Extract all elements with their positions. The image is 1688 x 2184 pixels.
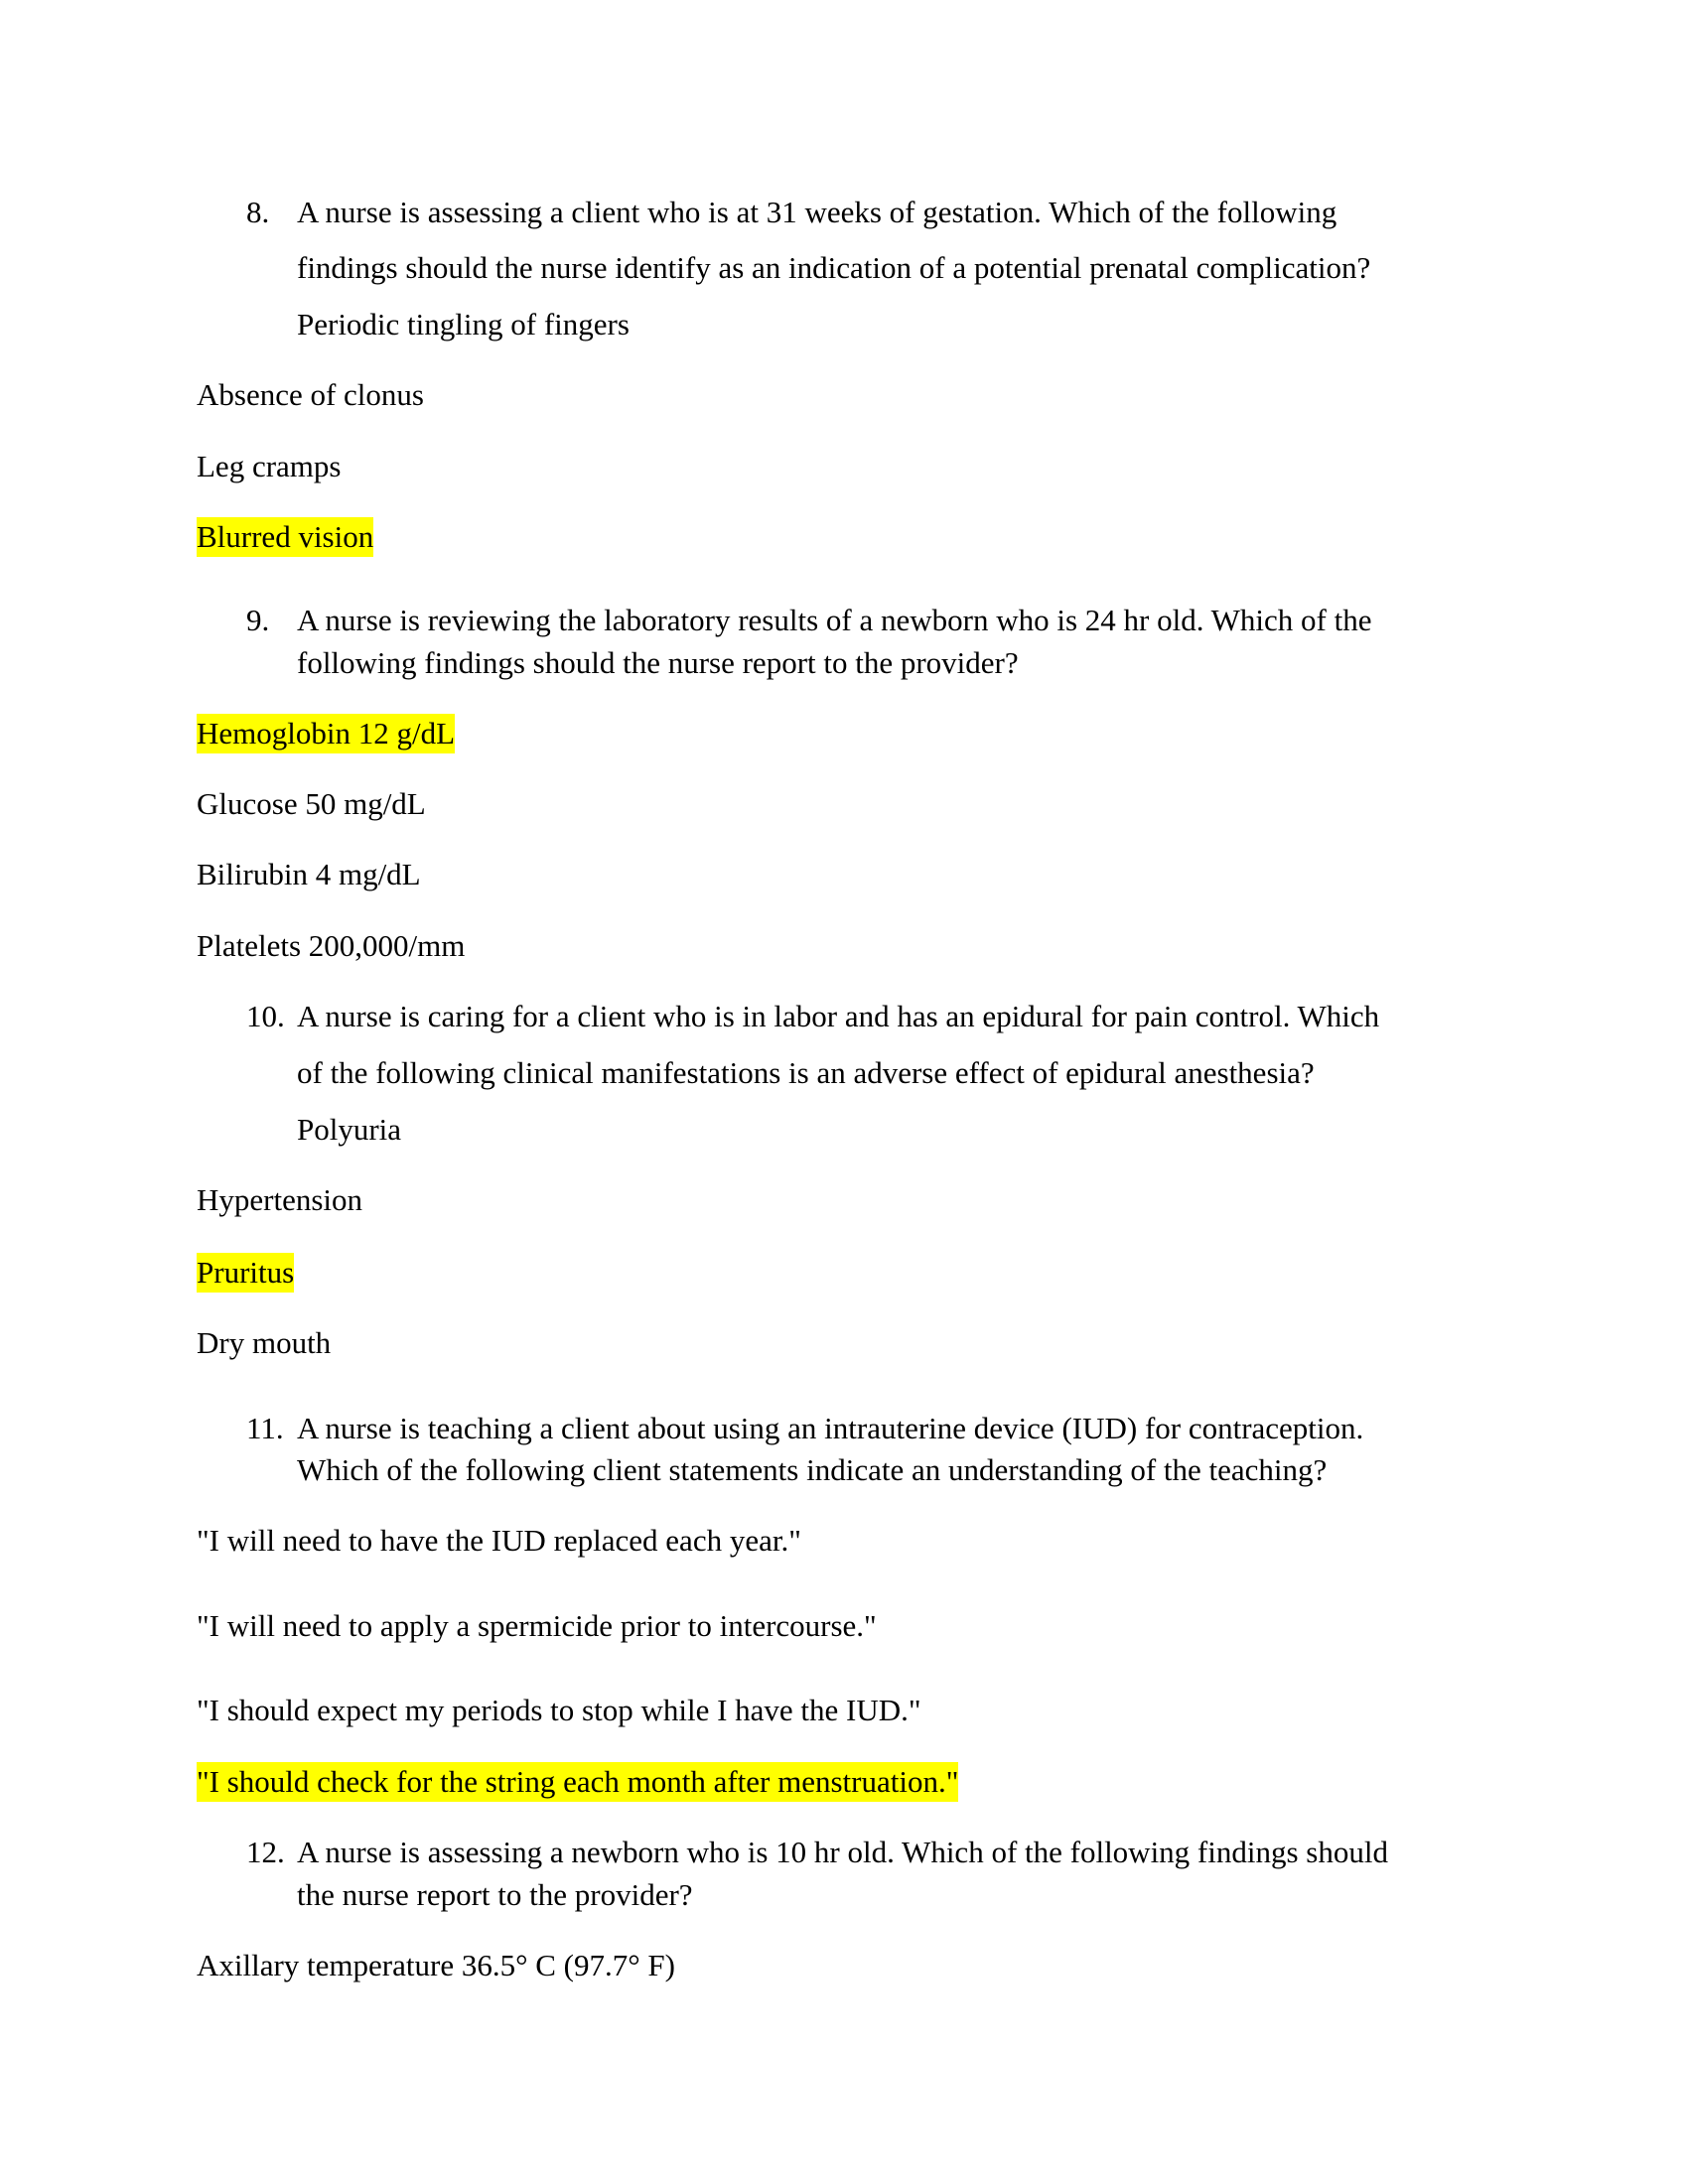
answer-option: Dry mouth	[197, 1325, 332, 1360]
question-text-line: A nurse is reviewing the laboratory results of a newborn who is 24 hr old. Which of the	[297, 603, 1372, 637]
question-text-line: A nurse is teaching a client about using an intrauterine device (IUD) for contraception.	[297, 1411, 1364, 1445]
question-text-line: A nurse is assessing a client who is at 31 weeks of gestation. Which of the following	[297, 195, 1337, 229]
question-text-line: A nurse is caring for a client who is in labor and has an epidural for pain control. Which	[297, 999, 1380, 1033]
question-number: 9.	[246, 603, 270, 637]
answer-option-highlighted: "I should check for the string each month after menstruation."	[197, 1762, 958, 1802]
question-number: 12.	[246, 1835, 285, 1869]
question-text-line: following findings should the nurse report to the provider?	[297, 645, 1019, 680]
question-option-inline: Polyuria	[297, 1112, 402, 1147]
answer-option: "I will need to apply a spermicide prior to intercourse."	[197, 1608, 877, 1643]
answer-option: Axillary temperature 36.5° C (97.7° F)	[197, 1948, 675, 1982]
answer-option: Absence of clonus	[197, 377, 424, 412]
question-number: 10.	[246, 999, 285, 1033]
answer-option-highlighted: Pruritus	[197, 1253, 294, 1293]
answer-option: "I should expect my periods to stop while I have the IUD."	[197, 1693, 921, 1727]
question-number: 11.	[246, 1411, 284, 1445]
answer-option: Glucose 50 mg/dL	[197, 786, 426, 821]
answer-option: "I will need to have the IUD replaced each year."	[197, 1523, 801, 1558]
question-option-inline: Periodic tingling of fingers	[297, 307, 630, 341]
answer-option: Hypertension	[197, 1182, 363, 1217]
question-text-line: findings should the nurse identify as an indication of a potential prenatal complication?	[297, 250, 1371, 285]
question-text-line: the nurse report to the provider?	[297, 1877, 693, 1912]
answer-option: Bilirubin 4 mg/dL	[197, 857, 421, 891]
answer-option-highlighted: Hemoglobin 12 g/dL	[197, 714, 455, 753]
question-text-line: of the following clinical manifestations is an adverse effect of epidural anesthesia?	[297, 1055, 1315, 1090]
question-text-line: Which of the following client statements indicate an understanding of the teaching?	[297, 1452, 1328, 1487]
question-text-line: A nurse is assessing a newborn who is 10 hr old. Which of the following findings should	[297, 1835, 1388, 1869]
answer-option: Leg cramps	[197, 449, 342, 483]
question-number: 8.	[246, 195, 270, 229]
answer-option-highlighted: Blurred vision	[197, 517, 373, 557]
answer-option: Platelets 200,000/mm	[197, 928, 466, 963]
